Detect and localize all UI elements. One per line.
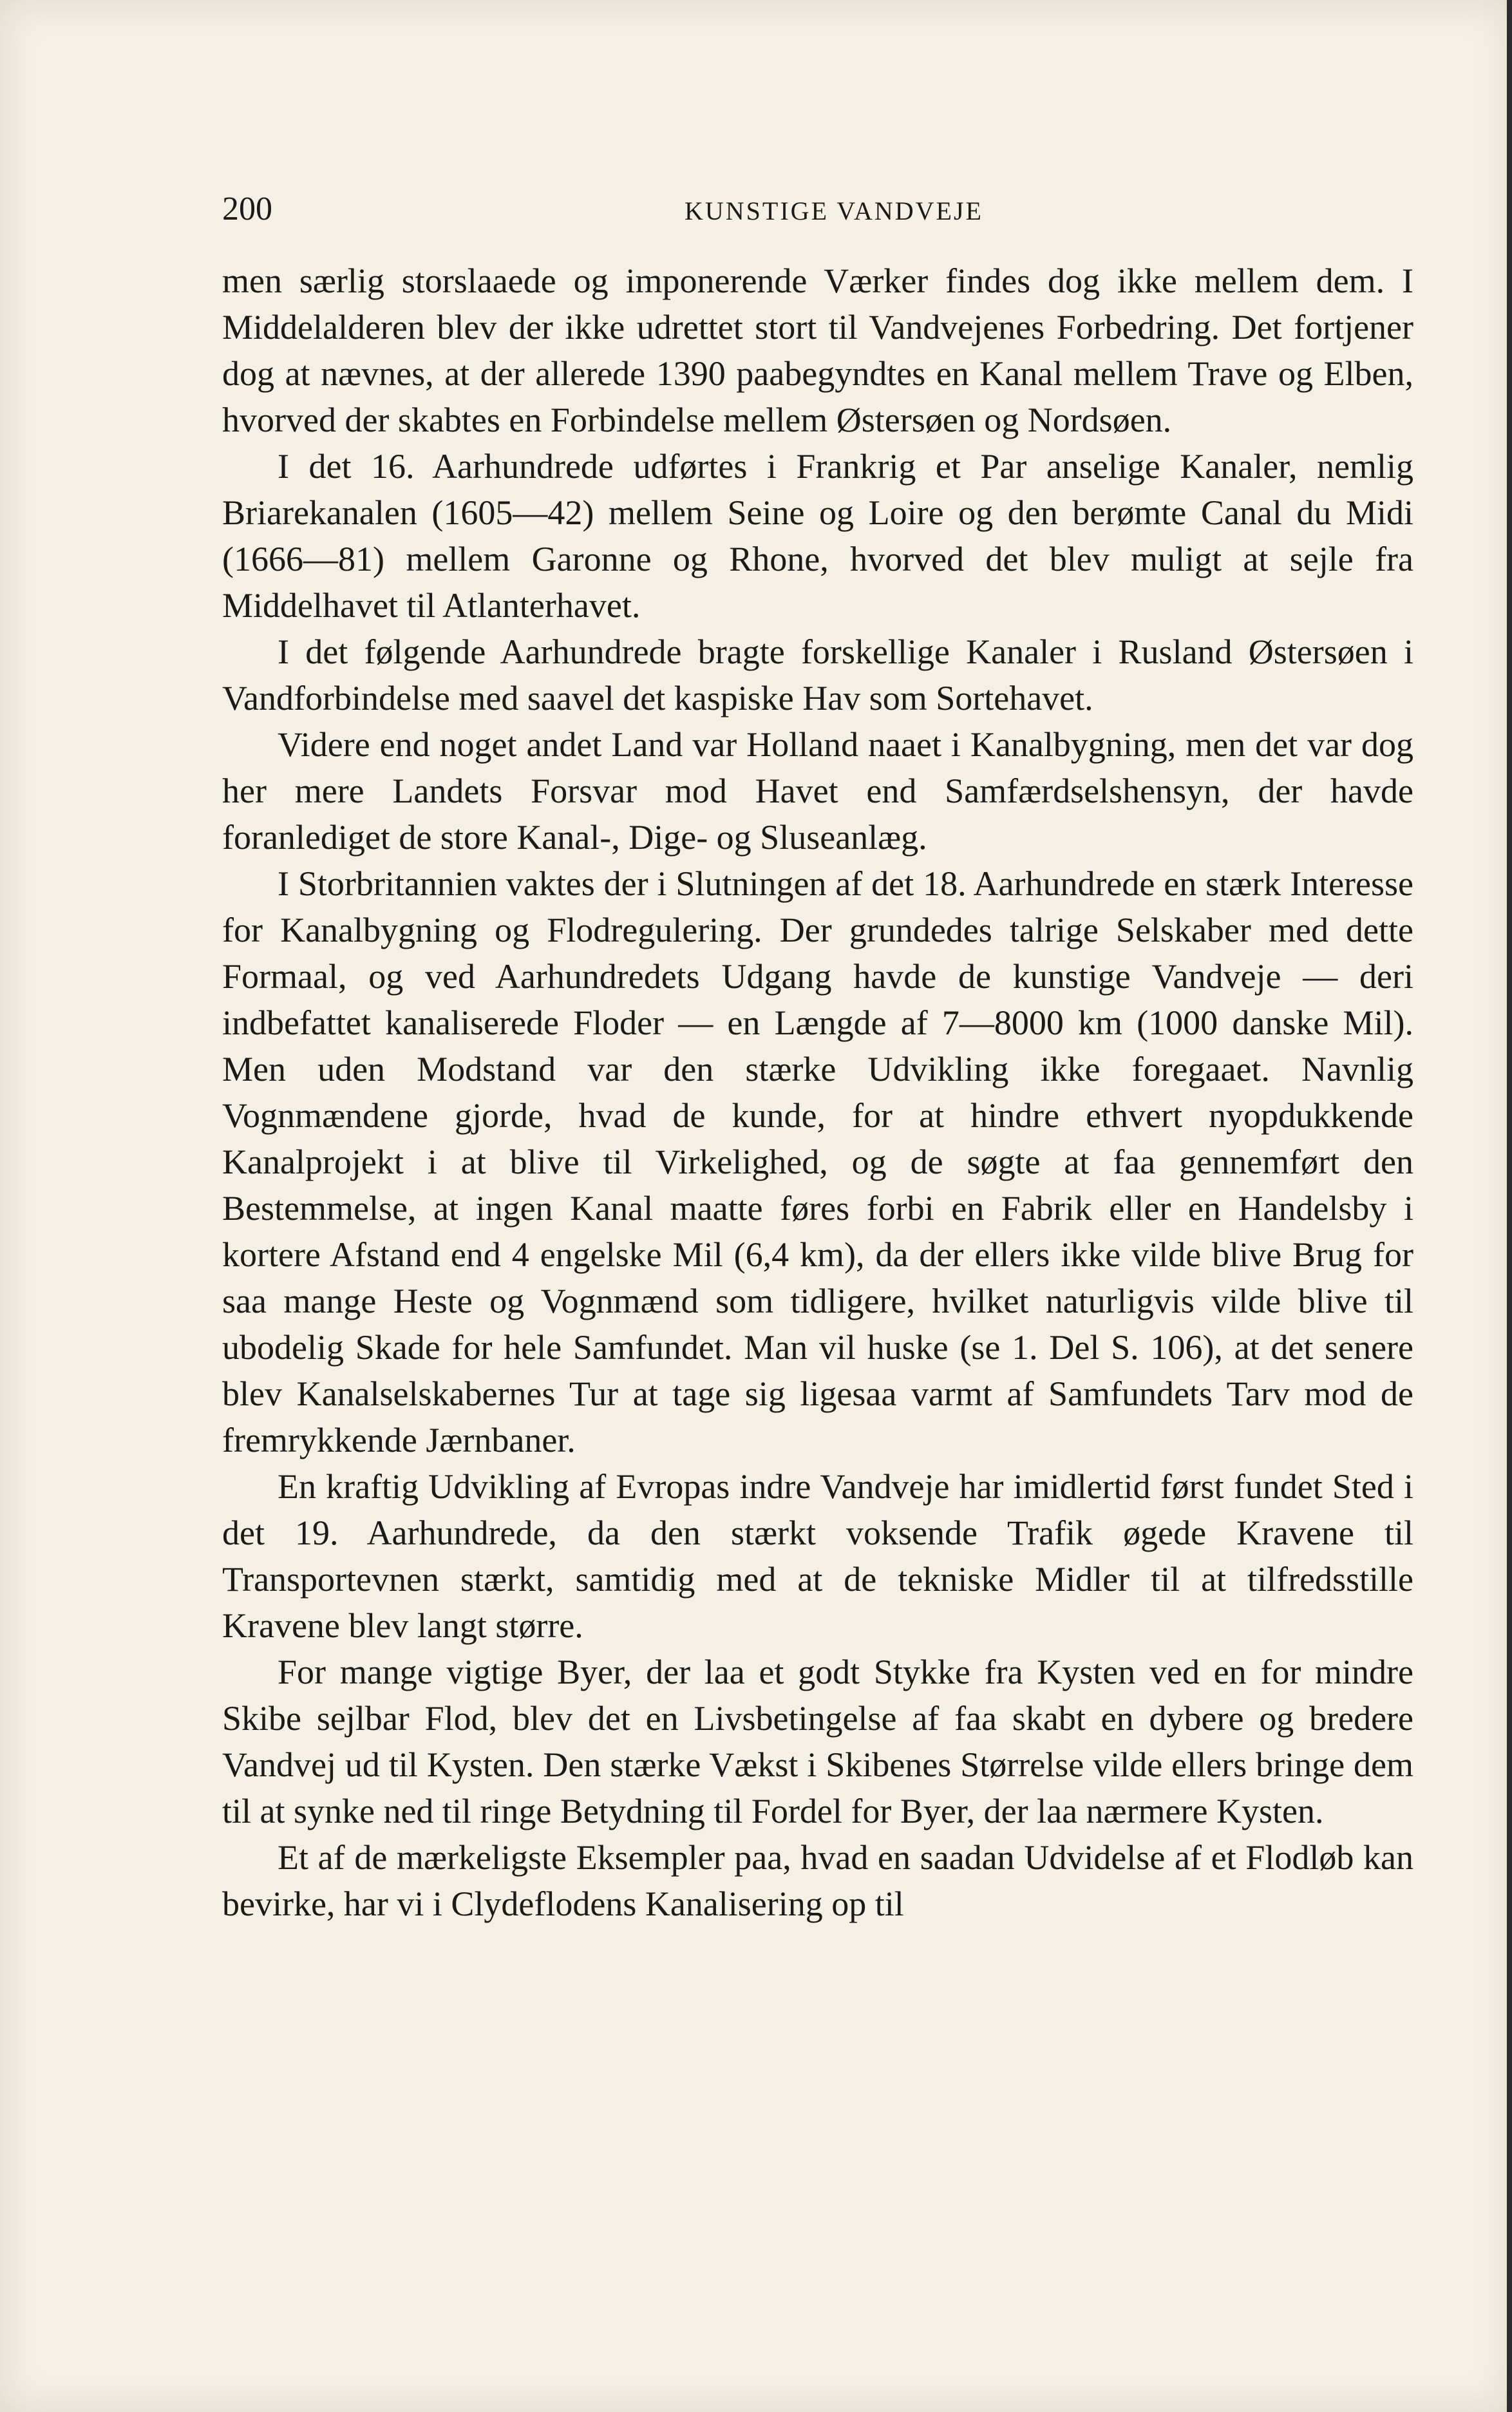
scan-edge xyxy=(1507,0,1512,2412)
running-head: KUNSTIGE VANDVEJE xyxy=(685,196,983,225)
page-number: 200 xyxy=(222,191,272,227)
paragraph-5: I Storbritannien vaktes der i Slutningen af det 18. Aarhundrede en stærk Interesse for Kanalbygning og Flodregulering. Der grundedes talrige Selskaber med dette Formaal, og ved Aarhundredets Udgang havde de kunstige Vandveje — deri indbefattet kanaliserede Floder — en Længde af 7—8000 km (1000 danske Mil). Men uden Modstand var den stærke Udvikling ikke foregaaet. Navnlig Vognmændene gjorde, hvad de kunde, for at hindre ethvert nyopdukkende Kanalprojekt i at blive til Virkelighed, og de søgte at faa gennemført den Bestemmelse, at ingen Kanal maatte føres forbi en Fabrik eller en Handelsby i kortere Afstand end 4 engelske Mil (6,4 km), da der ellers ikke vilde blive Brug for saa mange Heste og Vognmænd som tidligere, hvilket naturligvis vilde blive til ubodelig Skade for hele Samfundet. Man vil huske (se 1. Del S. 106), at det senere blev Kanalselskabernes Tur at tage sig ligesaa varmt af Samfundets Tarv mod de fremrykkende Jærnbaner. xyxy=(222,864,1413,1459)
paragraph-1: men særlig storslaaede og imponerende Værker findes dog ikke mellem dem. I Middelalderen blev der ikke udrettet stort til Vandvejenes Forbedring. Det fortjener dog at nævnes, at der allerede 1390 paabegyndtes en Kanal mellem Trave og Elben, hvorved der skabtes en Forbindelse mellem Østersøen og Nordsøen. xyxy=(222,261,1413,439)
paragraph-2: I det 16. Aarhundrede udførtes i Frankrig et Par anselige Kanaler, nemlig Briarekanalen (1605—42) mellem Seine og Loire og den berømte Canal du Midi (1666—81) mellem Garonne og Rhone, hvorved det blev muligt at sejle fra Middelhavet til Atlanterhavet. xyxy=(222,447,1413,625)
page-header xyxy=(222,188,1420,233)
paragraph-8: Et af de mærkeligste Eksempler paa, hvad en saadan Udvidelse af et Flodløb kan bevirke, har vi i Clydeflodens Kanalisering op til xyxy=(222,1838,1413,1923)
paragraph-6: En kraftig Udvikling af Evropas indre Vandveje har imidlertid først fundet Sted i det 19. Aarhundrede, da den stærkt voksende Trafik øgede Kravene til Transportevnen stærkt, samtidig med at de tekniske Midler til at tilfredsstille Kravene blev langt større. xyxy=(222,1467,1413,1645)
paragraph-3: I det følgende Aarhundrede bragte forskellige Kanaler i Rusland Østersøen i Vandforbindelse med saavel det kaspiske Hav som Sortehavet. xyxy=(222,632,1413,717)
body-text xyxy=(222,258,1413,1927)
paragraph-7: For mange vigtige Byer, der laa et godt Stykke fra Kysten ved en for mindre Skibe sejlbar Flod, blev det en Livsbetingelse af faa skabt en dybere og bredere Vandvej ud til Kysten. Den stærke Vækst i Skibenes Størrelse vilde ellers bringe dem til at synke ned til ringe Betydning til Fordel for Byer, der laa nærmere Kysten. xyxy=(222,1653,1413,1830)
paragraph-4: Videre end noget andet Land var Holland naaet i Kanalbygning, men det var dog her mere Landets Forsvar mod Havet end Samfærdselshensyn, der havde foranlediget de store Kanal-, Dige- og Sluseanlæg. xyxy=(222,725,1413,857)
